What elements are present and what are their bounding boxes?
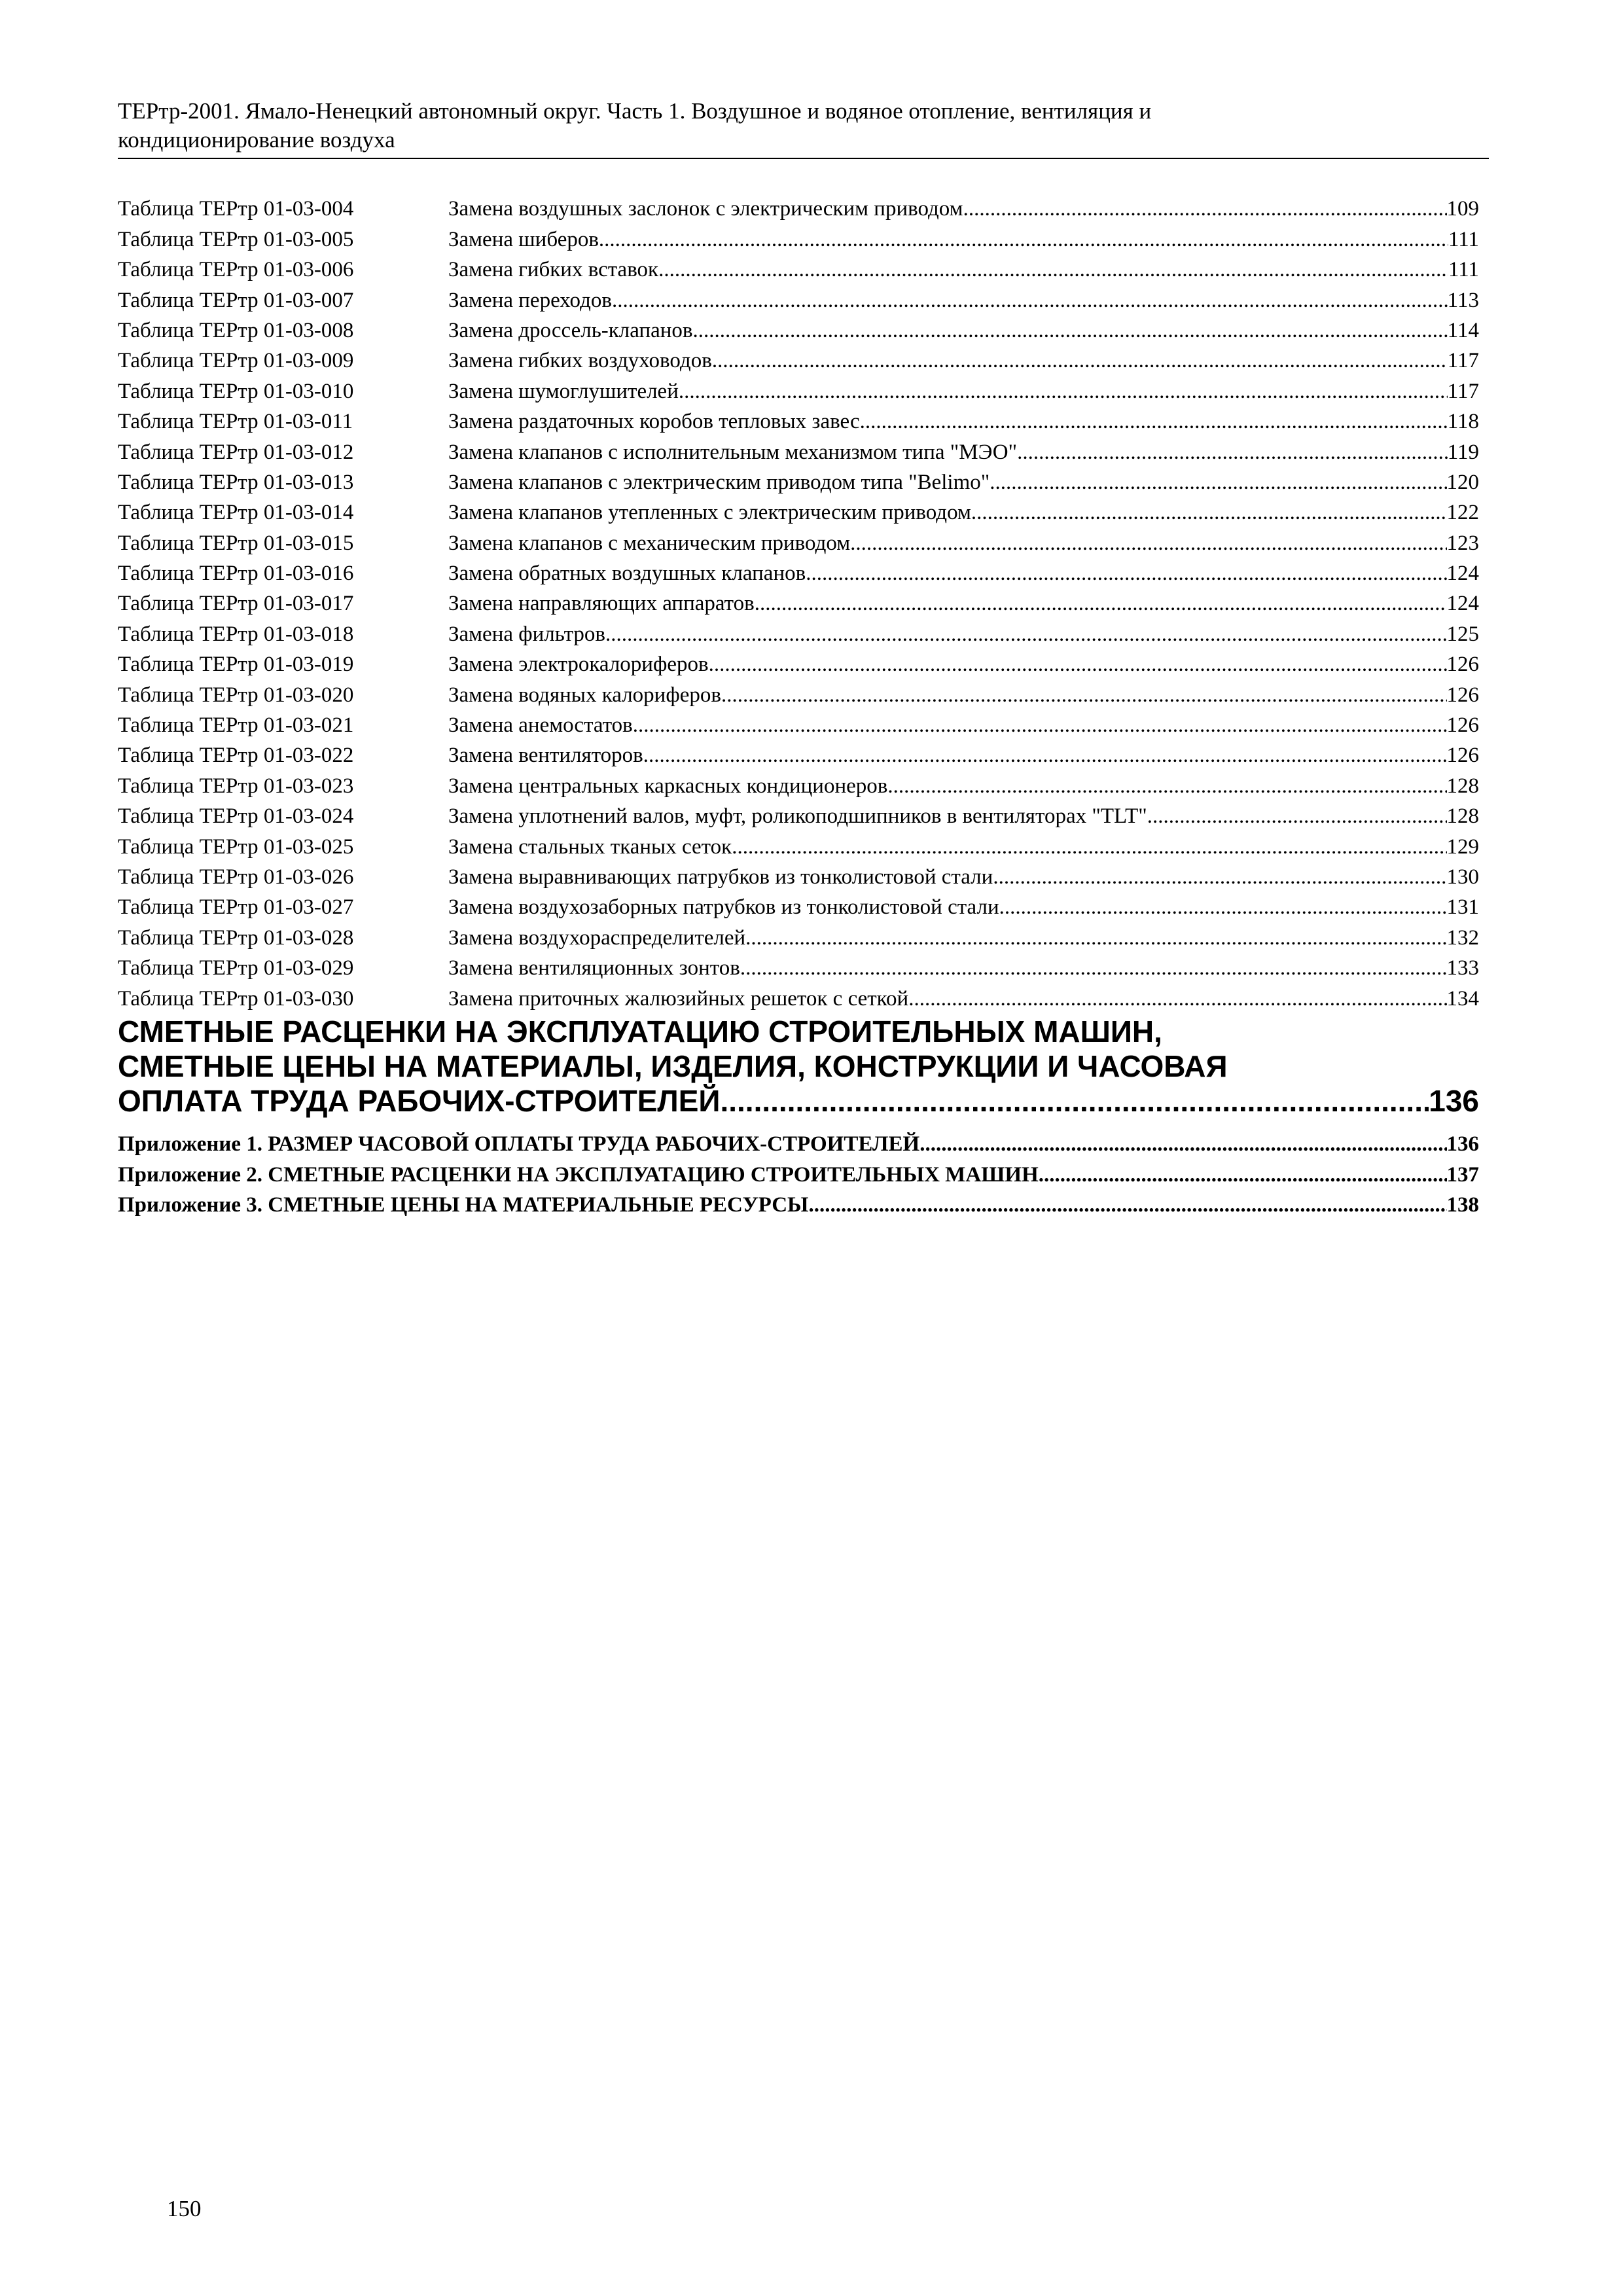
toc-table-label: Таблица ТЕРтр 01-03-023 (118, 774, 354, 798)
toc-entry[interactable] (118, 344, 1479, 374)
toc-page-number: 123 (1446, 531, 1479, 555)
toc-table-label: Таблица ТЕРтр 01-03-006 (118, 258, 354, 282)
toc-title: Замена вентиляционных зонтов (448, 956, 740, 980)
appendix-list (118, 1132, 1479, 1224)
toc-page-number: 128 (1446, 804, 1479, 829)
leader-dots (679, 378, 1448, 404)
toc-title: Замена направляющих аппаратов (448, 592, 755, 616)
toc-page-number: 125 (1446, 622, 1479, 646)
toc-page-number: 114 (1447, 318, 1479, 342)
leader-dots (860, 408, 1448, 435)
leader-dots (908, 986, 1446, 1012)
appendix-label: Приложение 2. СМЕТНЫЕ РАСЦЕНКИ НА ЭКСПЛУАТАЦИЮ СТРОИТЕЛЬНЫХ МАШИН (118, 1162, 1039, 1187)
toc-title-wrap (448, 348, 1479, 374)
leader-dots (1039, 1163, 1447, 1187)
toc-entry[interactable] (118, 981, 1479, 1011)
toc-entry[interactable] (118, 435, 1479, 465)
toc-entry[interactable] (118, 708, 1479, 738)
section-heading-line-1: СМЕТНЫЕ РАСЦЕНКИ НА ЭКСПЛУАТАЦИЮ СТРОИТЕЛЬНЫХ МАШИН, (118, 1014, 1162, 1049)
toc-title-wrap (448, 257, 1479, 283)
toc-title-wrap (448, 378, 1479, 404)
leader-dots (971, 499, 1447, 526)
toc-table-label: Таблица ТЕРтр 01-03-021 (118, 713, 354, 738)
toc-page-number: 130 (1446, 865, 1479, 889)
toc-title: Замена водяных калориферов (448, 683, 721, 707)
toc-table-label: Таблица ТЕРтр 01-03-028 (118, 925, 354, 950)
toc-title: Замена гибких воздуховодов (448, 349, 712, 373)
leader-dots (755, 590, 1447, 617)
toc-entry[interactable] (118, 829, 1479, 859)
toc-title: Замена дроссель-клапанов (448, 318, 693, 342)
section-heading-line-3-text: ОПЛАТА ТРУДА РАБОЧИХ-СТРОИТЕЛЕЙ (118, 1084, 721, 1118)
toc-page-number: 109 (1446, 197, 1479, 221)
toc-title-wrap (448, 742, 1479, 768)
toc-entry[interactable] (118, 192, 1479, 222)
toc-table-label: Таблица ТЕРтр 01-03-004 (118, 197, 354, 221)
toc-title-wrap (448, 226, 1479, 253)
toc-table-label: Таблица ТЕРтр 01-03-019 (118, 653, 354, 677)
toc-title-wrap (448, 499, 1479, 526)
appendix-entry[interactable] (118, 1132, 1479, 1163)
toc-title: Замена раздаточных коробов тепловых завес (448, 410, 860, 434)
toc-entry[interactable] (118, 222, 1479, 252)
toc-title-wrap (448, 196, 1479, 222)
toc-page-number: 134 (1446, 986, 1479, 1011)
toc-page-number: 118 (1447, 410, 1479, 434)
section-page-number: 136 (1429, 1084, 1479, 1118)
toc-entry[interactable] (118, 526, 1479, 556)
toc-entry[interactable] (118, 951, 1479, 981)
toc-page-number: 129 (1446, 834, 1479, 859)
leader-dots (658, 257, 1448, 283)
toc-table-label: Таблица ТЕРтр 01-03-022 (118, 744, 354, 768)
leader-dots (850, 530, 1446, 556)
leader-dots (721, 682, 1447, 708)
toc-title: Замена электрокалориферов (448, 653, 709, 677)
leader-dots (990, 469, 1446, 495)
header-rule (118, 158, 1489, 159)
toc-table-label: Таблица ТЕРтр 01-03-005 (118, 227, 354, 251)
toc-page-number: 113 (1447, 288, 1479, 312)
toc-title-wrap (448, 651, 1479, 677)
leader-dots (612, 287, 1448, 314)
toc-title-wrap (448, 803, 1479, 829)
toc-page-number: 126 (1446, 744, 1479, 768)
toc-page-number: 126 (1446, 683, 1479, 707)
toc-title: Замена вентиляторов (448, 744, 643, 768)
leader-dots (1017, 439, 1448, 465)
toc-entry[interactable] (118, 586, 1479, 617)
toc-title: Замена уплотнений валов, муфт, роликоподшипников в вентиляторах "TLT" (448, 804, 1147, 829)
toc-table-label: Таблица ТЕРтр 01-03-027 (118, 895, 354, 920)
appendix-label: Приложение 1. РАЗМЕР ЧАСОВОЙ ОПЛАТЫ ТРУДА РАБОЧИХ-СТРОИТЕЛЕЙ (118, 1132, 920, 1156)
leader-dots (745, 925, 1446, 951)
toc-entry[interactable] (118, 495, 1479, 526)
toc-table-label: Таблица ТЕРтр 01-03-007 (118, 288, 354, 312)
appendix-page-number: 136 (1446, 1132, 1479, 1156)
toc-title-wrap (448, 287, 1479, 314)
toc-title: Замена стальных тканых сеток (448, 834, 732, 859)
toc-page-number: 132 (1446, 925, 1479, 950)
toc-title-wrap (448, 955, 1479, 981)
toc-title: Замена приточных жалюзийных решеток с сеткой (448, 986, 909, 1011)
appendix-page-number: 138 (1446, 1193, 1479, 1217)
toc-title: Замена клапанов утепленных с электрическим приводом (448, 501, 971, 525)
leader-dots (643, 742, 1447, 768)
toc-page-number: 117 (1447, 379, 1479, 403)
toc-entry[interactable] (118, 920, 1479, 950)
toc-table-label: Таблица ТЕРтр 01-03-020 (118, 683, 354, 707)
toc-page-number: 111 (1448, 258, 1479, 282)
toc-page-number: 117 (1447, 349, 1479, 373)
table-of-contents (118, 192, 1479, 1012)
leader-dots (993, 864, 1446, 890)
toc-title: Замена воздухораспределителей (448, 925, 746, 950)
toc-table-label: Таблица ТЕРтр 01-03-016 (118, 562, 354, 586)
leader-dots (605, 621, 1447, 647)
toc-table-label: Таблица ТЕРтр 01-03-015 (118, 531, 354, 555)
toc-table-label: Таблица ТЕРтр 01-03-018 (118, 622, 354, 646)
toc-page-number: 122 (1446, 501, 1479, 525)
leader-dots (732, 834, 1446, 860)
section-heading-line-3[interactable] (118, 1084, 1479, 1119)
toc-title-wrap (448, 712, 1479, 738)
toc-table-label: Таблица ТЕРтр 01-03-030 (118, 986, 354, 1011)
toc-table-label: Таблица ТЕРтр 01-03-012 (118, 440, 354, 464)
toc-title-wrap (448, 439, 1479, 465)
toc-entry[interactable] (118, 890, 1479, 920)
header-line-1: ТЕРтр-2001. Ямало-Ненецкий автономный округ. Часть 1. Воздушное и водяное отопление, вентиляция и (118, 98, 1152, 124)
appendix-entry[interactable] (118, 1193, 1479, 1224)
toc-page-number: 111 (1448, 227, 1479, 251)
toc-title: Замена клапанов с электрическим приводом типа "Belimo" (448, 470, 990, 494)
toc-entry[interactable] (118, 374, 1479, 404)
toc-page-number: 124 (1446, 592, 1479, 616)
toc-title: Замена воздушных заслонок с электрическим приводом (448, 197, 963, 221)
toc-table-label: Таблица ТЕРтр 01-03-008 (118, 318, 354, 342)
toc-title-wrap (448, 894, 1479, 920)
appendix-label: Приложение 3. СМЕТНЫЕ ЦЕНЫ НА МАТЕРИАЛЬНЫЕ РЕСУРСЫ (118, 1193, 809, 1217)
toc-title-wrap (448, 682, 1479, 708)
toc-title: Замена воздухозаборных патрубков из тонколистовой стали (448, 895, 999, 920)
toc-entry[interactable] (118, 860, 1479, 890)
toc-page-number: 120 (1446, 470, 1479, 494)
toc-page-number: 131 (1446, 895, 1479, 920)
toc-page-number: 128 (1446, 774, 1479, 798)
toc-table-label: Таблица ТЕРтр 01-03-024 (118, 804, 354, 829)
toc-entry[interactable] (118, 617, 1479, 647)
toc-page-number: 126 (1446, 713, 1479, 738)
toc-title-wrap (448, 864, 1479, 890)
leader-dots (712, 348, 1448, 374)
toc-title-wrap (448, 317, 1479, 344)
toc-table-label: Таблица ТЕРтр 01-03-011 (118, 410, 353, 434)
toc-title-wrap (448, 925, 1479, 951)
toc-title: Замена обратных воздушных клапанов (448, 562, 806, 586)
leader-dots (709, 651, 1447, 677)
toc-title-wrap (448, 986, 1479, 1012)
toc-title-wrap (448, 834, 1479, 860)
leader-dots (599, 226, 1448, 253)
header-line-2: кондиционирование воздуха (118, 127, 395, 152)
toc-title-wrap (448, 773, 1479, 799)
toc-title: Замена клапанов с механическим приводом (448, 531, 851, 555)
leader-dots (633, 712, 1447, 738)
leader-dots (999, 894, 1447, 920)
leader-dots (1147, 803, 1447, 829)
leader-dots (887, 773, 1446, 799)
toc-title: Замена анемостатов (448, 713, 633, 738)
section-heading-line-2: СМЕТНЫЕ ЦЕНЫ НА МАТЕРИАЛЫ, ИЗДЕЛИЯ, КОНСТРУКЦИИ И ЧАСОВАЯ (118, 1049, 1228, 1083)
toc-entry[interactable] (118, 253, 1479, 283)
leader-dots (808, 1193, 1446, 1217)
leader-dots (740, 955, 1447, 981)
toc-title-wrap (448, 560, 1479, 586)
toc-title-wrap (448, 530, 1479, 556)
toc-table-label: Таблица ТЕРтр 01-03-010 (118, 379, 354, 403)
toc-entry[interactable] (118, 799, 1479, 829)
toc-entry[interactable] (118, 283, 1479, 313)
toc-entry[interactable] (118, 556, 1479, 586)
toc-title: Замена центральных каркасных кондиционеров (448, 774, 888, 798)
leader-dots (693, 317, 1448, 344)
toc-title-wrap (448, 469, 1479, 495)
toc-entry[interactable] (118, 314, 1479, 344)
toc-title-wrap (448, 621, 1479, 647)
toc-table-label: Таблица ТЕРтр 01-03-013 (118, 470, 354, 494)
toc-title-wrap (448, 590, 1479, 617)
toc-title: Замена фильтров (448, 622, 605, 646)
toc-entry[interactable] (118, 465, 1479, 495)
leader-dots (963, 196, 1447, 222)
toc-page-number: 126 (1446, 653, 1479, 677)
toc-table-label: Таблица ТЕРтр 01-03-017 (118, 592, 354, 616)
appendix-entry[interactable] (118, 1163, 1479, 1194)
toc-title: Замена выравнивающих патрубков из тонколистовой стали (448, 865, 993, 889)
toc-page-number: 133 (1446, 956, 1479, 980)
toc-entry[interactable] (118, 647, 1479, 677)
toc-entry[interactable] (118, 738, 1479, 768)
toc-title: Замена переходов (448, 288, 612, 312)
leader-dots (919, 1132, 1446, 1157)
toc-title: Замена шиберов (448, 227, 599, 251)
appendix-page-number: 137 (1446, 1162, 1479, 1187)
toc-page-number: 119 (1447, 440, 1479, 464)
toc-table-label: Таблица ТЕРтр 01-03-009 (118, 349, 354, 373)
toc-entry[interactable] (118, 404, 1479, 435)
toc-page-number: 124 (1446, 562, 1479, 586)
page-number: 150 (167, 2196, 202, 2221)
leader-dots (806, 560, 1446, 586)
running-header (118, 97, 1489, 154)
section-heading (118, 1014, 1479, 1119)
toc-table-label: Таблица ТЕРтр 01-03-029 (118, 956, 354, 980)
toc-title: Замена клапанов с исполнительным механизмом типа "МЭО" (448, 440, 1018, 464)
toc-table-label: Таблица ТЕРтр 01-03-026 (118, 865, 354, 889)
toc-entry[interactable] (118, 677, 1479, 708)
leader-dots (720, 1084, 1429, 1119)
toc-title-wrap (448, 408, 1479, 435)
toc-title: Замена шумоглушителей (448, 379, 679, 403)
toc-table-label: Таблица ТЕРтр 01-03-025 (118, 834, 354, 859)
toc-entry[interactable] (118, 768, 1479, 798)
toc-title: Замена гибких вставок (448, 258, 659, 282)
toc-table-label: Таблица ТЕРтр 01-03-014 (118, 501, 354, 525)
